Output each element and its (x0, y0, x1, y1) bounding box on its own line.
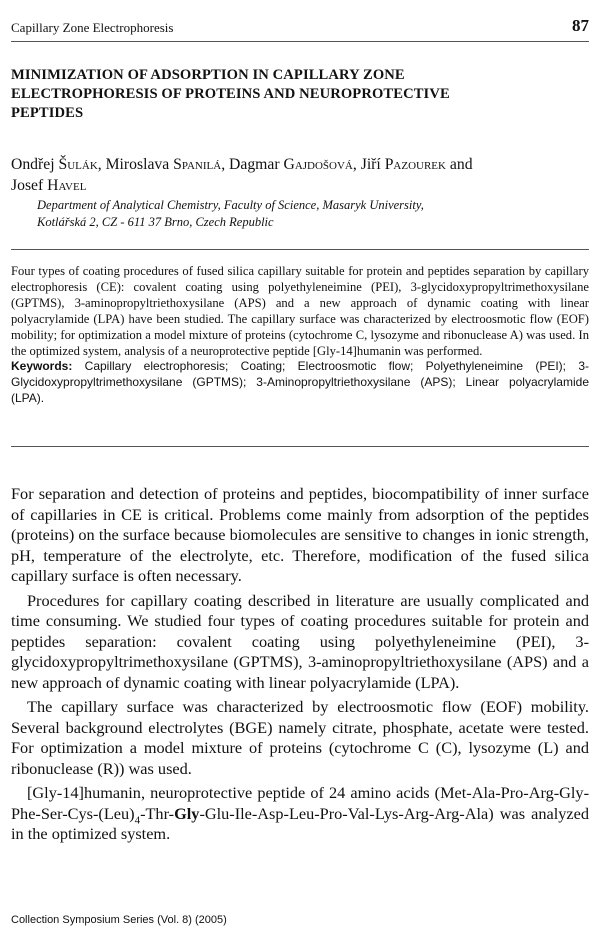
author-surname: Havel (47, 177, 87, 194)
author-separator: , (221, 156, 230, 173)
humanin-text-1: [Gly-14]humanin, neuroprotective peptide of 24 amino acids (Met-Ala-Pro-Arg-Gly-Phe-Ser-Cys-(Leu) (11, 783, 589, 823)
leu-subscript: 4 (134, 813, 141, 826)
page-number: 87 (572, 16, 589, 35)
body-paragraph: The capillary surface was characterized by electroosmotic flow (EOF) mobility. Several background electrolytes (BGE) namely citrate, phosphate, acetate were tested. For optimization a model mixture of proteins (cytochrome C (C), lysozyme (L) and ribonuclease (R)) was used. (11, 697, 589, 778)
author-given-name: Miroslava (105, 156, 170, 173)
author-surname: Šulák (58, 156, 98, 173)
title-line: PEPTIDES (11, 105, 84, 121)
author-surname: Pazourek (384, 156, 446, 173)
body-paragraph: Procedures for capillary coating described in literature are usually complicated and time consuming. We studied four types of coating procedures suitable for protein and peptides separation: covalent coating using polyethyleneimine (PEI), 3-glycidoxypropyltrimethoxysilane (GPTMS), 3-aminopropyltriethoxysilane (APS) and a new approach of dynamic coating with linear polyacrylamide (LPA). (11, 590, 589, 692)
abstract-text: Four types of coating procedures of fused silica capillary suitable for protein and peptides separation by capillary electrophoresis (CE): covalent coating using polyethyleneimine (PEI), 3-glycidoxypropyltrimethoxysilane (GPTMS), 3-aminopropyltriethoxysilane (APS) and a new approach of dynamic coating with linear polyacrylamide (LPA) have been studied. The capillary surface was characterized by electroosmotic flow (EOF) mobility; for optimization a model mixture of proteins (cytochrome C, lysozyme and ribonuclease A) was used. In the optimized system, analysis of a neuroprotective peptide [Gly-14]humanin was performed. (11, 264, 589, 358)
author-given-name: Ondřej (11, 156, 55, 173)
abstract (11, 264, 589, 407)
author-given-name: Dagmar (229, 156, 280, 173)
author-separator: , (352, 156, 361, 173)
running-header (11, 14, 589, 38)
title-line: MINIMIZATION OF ADSORPTION IN CAPILLARY ZONE (11, 67, 405, 83)
author-surname: Gajdošová (283, 156, 353, 173)
footer-series: Collection Symposium Series (Vol. 8) (2005) (11, 914, 227, 926)
body-paragraph: For separation and detection of proteins and peptides, biocompatibility of inner surface of capillaries in CE is critical. Problems come mainly from adsorption of the peptides (proteins) on the surface because biomolecules are sensitive to changes in ionic strength, pH, temperature of the electrolyte, etc. Therefore, modification of the fused silica capillary surface is often necessary. (11, 484, 589, 585)
article-title (11, 66, 571, 123)
author-separator: , (97, 156, 106, 173)
body-text (11, 484, 589, 845)
abstract-top-rule (11, 249, 589, 250)
affiliation (37, 197, 577, 231)
affiliation-line: Kotlářská 2, CZ - 611 37 Brno, Czech Republic (37, 215, 274, 229)
author-surname: Spanilá (173, 156, 222, 173)
author-given-name: Jiří (360, 156, 381, 173)
header-rule (11, 41, 589, 42)
title-line: ELECTROPHORESIS OF PROTEINS AND NEUROPROTECTIVE (11, 86, 450, 102)
author-given-name: Josef (11, 177, 44, 194)
abstract-bottom-rule (11, 446, 589, 447)
body-paragraph-humanin (11, 783, 589, 845)
humanin-text-2: -Thr- (140, 803, 175, 823)
author-conjunction: and (445, 156, 473, 173)
author-list (11, 154, 581, 196)
gly-bold: Gly (174, 803, 200, 823)
keywords-label: Keywords: (11, 359, 73, 374)
running-title: Capillary Zone Electrophoresis (11, 20, 174, 35)
humanin-text-3: -Glu-Ile-Asp-Leu-Pro-Val-Lys-Arg-Arg-Ala) was analyzed in the optimized system. (11, 803, 589, 843)
keywords-text: Capillary electrophoresis; Coating; Electroosmotic flow; Polyethyleneimine (PEI); 3-Glycidoxypropyltrimethoxysilane (GPTMS); 3-Aminopropyltriethoxysilane (APS); Linear polyacrylamide (LPA). (11, 359, 589, 406)
affiliation-line: Department of Analytical Chemistry, Faculty of Science, Masaryk University, (37, 198, 424, 212)
